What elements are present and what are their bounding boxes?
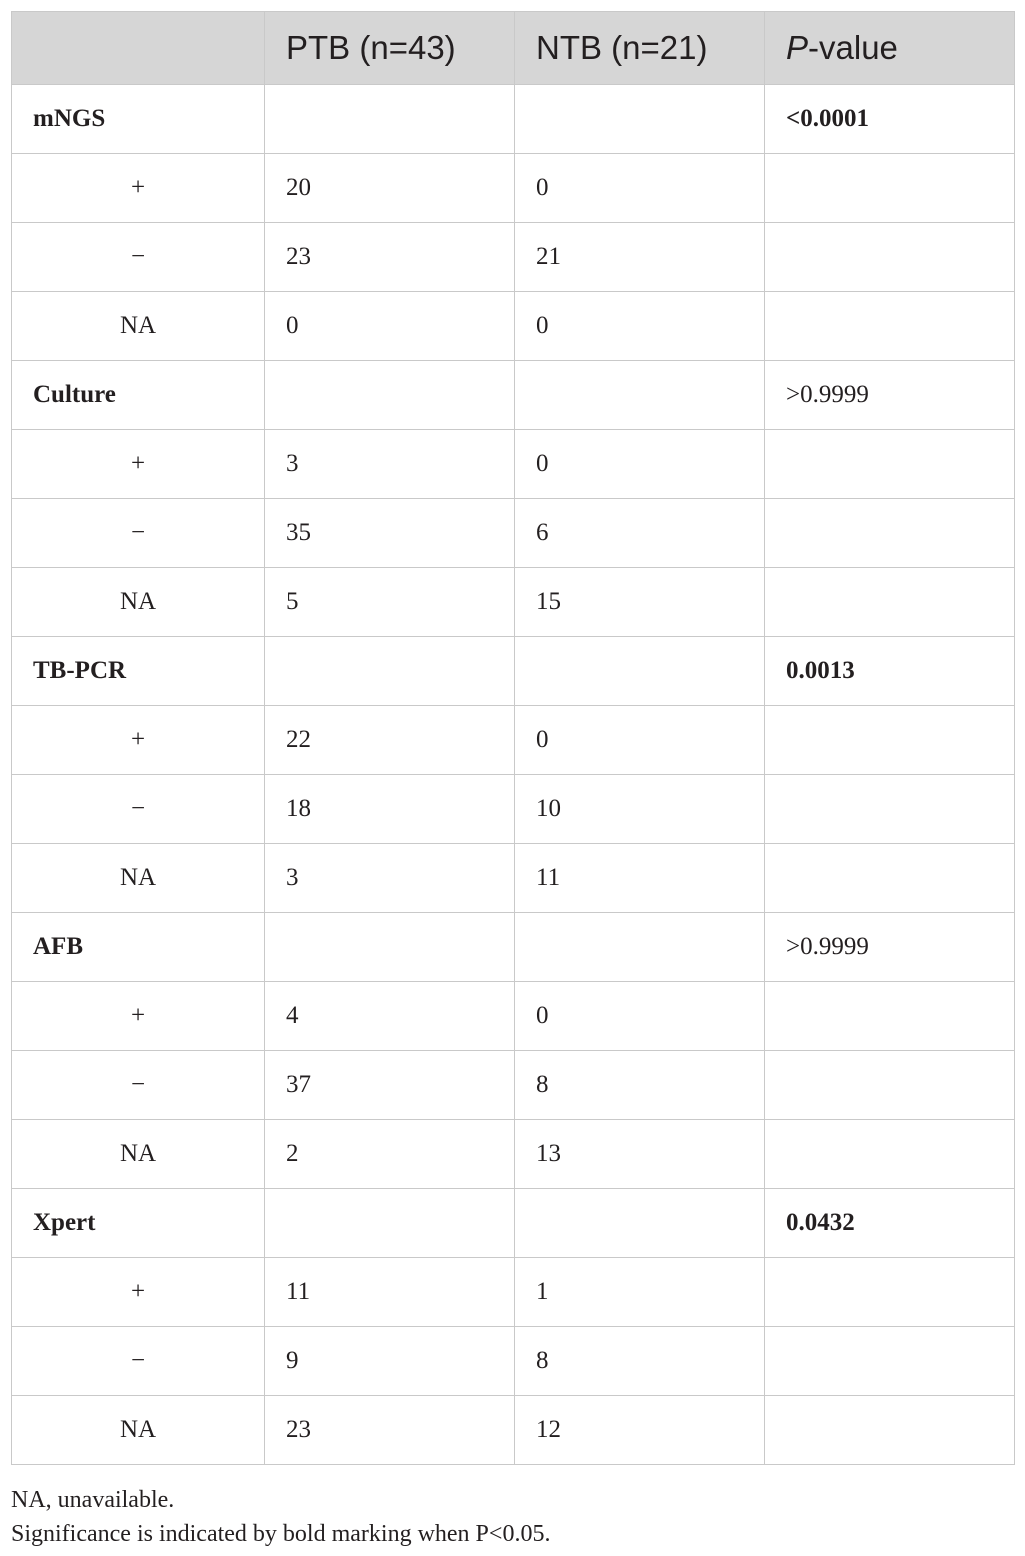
table-footnotes [11,1483,550,1551]
ntb-count: 0 [515,154,765,223]
ptb-cell-empty [265,913,515,982]
footnote-abbreviation: NA, unavailable. [11,1487,175,1513]
header-p-letter: P [786,29,809,66]
header-p-suffix: -value [808,29,898,66]
table-row [12,706,1015,775]
p-value-cell-empty [765,223,1015,292]
ntb-cell-empty [515,637,765,706]
table-row [12,568,1015,637]
ntb-cell-empty [515,913,765,982]
result-label: NA [12,1396,265,1465]
group-label: AFB [12,913,265,982]
ntb-count: 10 [515,775,765,844]
group-row-culture [12,361,1015,430]
table-row [12,292,1015,361]
ntb-count: 8 [515,1327,765,1396]
ptb-count: 9 [265,1327,515,1396]
result-label: − [12,1327,265,1396]
table-row [12,430,1015,499]
p-value-cell-empty [765,844,1015,913]
ntb-count: 1 [515,1258,765,1327]
ptb-count: 23 [265,223,515,292]
group-label: Culture [12,361,265,430]
group-row-mngs [12,85,1015,154]
ntb-count: 0 [515,292,765,361]
ptb-count: 0 [265,292,515,361]
p-value-cell-empty [765,775,1015,844]
result-label: NA [12,568,265,637]
result-label: NA [12,1120,265,1189]
header-p-value [765,12,1015,85]
result-label: + [12,982,265,1051]
table-row [12,1327,1015,1396]
p-value-cell-empty [765,1051,1015,1120]
p-value-cell-empty [765,1120,1015,1189]
ptb-count: 3 [265,844,515,913]
p-value-cell-empty [765,292,1015,361]
result-label: − [12,1051,265,1120]
ntb-count: 11 [515,844,765,913]
p-value-cell-empty [765,982,1015,1051]
p-value-cell-empty [765,1396,1015,1465]
ptb-count: 4 [265,982,515,1051]
ntb-count: 0 [515,706,765,775]
ptb-cell-empty [265,85,515,154]
result-label: + [12,1258,265,1327]
ptb-count: 3 [265,430,515,499]
ntb-count: 15 [515,568,765,637]
ptb-count: 35 [265,499,515,568]
p-value-cell-empty [765,706,1015,775]
p-value-cell: 0.0432 [765,1189,1015,1258]
ptb-cell-empty [265,1189,515,1258]
group-row-afb [12,913,1015,982]
results-table [11,11,1015,1465]
ptb-count: 20 [265,154,515,223]
ptb-count: 23 [265,1396,515,1465]
header-ntb: NTB (n=21) [515,12,765,85]
result-label: + [12,706,265,775]
header-row [12,12,1015,85]
ptb-count: 11 [265,1258,515,1327]
table-row [12,1258,1015,1327]
ptb-count: 18 [265,775,515,844]
ntb-cell-empty [515,361,765,430]
table-row [12,982,1015,1051]
ptb-count: 22 [265,706,515,775]
ntb-count: 0 [515,430,765,499]
result-label: − [12,223,265,292]
ntb-count: 8 [515,1051,765,1120]
result-label: NA [12,292,265,361]
p-value-cell-empty [765,430,1015,499]
ptb-count: 5 [265,568,515,637]
p-value-cell: <0.0001 [765,85,1015,154]
footnote-significance: Significance is indicated by bold marking when P<0.05. [11,1521,551,1547]
p-value-cell-empty [765,568,1015,637]
p-value-cell-empty [765,1327,1015,1396]
table-row [12,1120,1015,1189]
table-body [12,85,1015,1465]
group-row-tb-pcr [12,637,1015,706]
p-value-cell-empty [765,154,1015,223]
group-label: mNGS [12,85,265,154]
ntb-count: 0 [515,982,765,1051]
result-label: + [12,430,265,499]
table-row [12,499,1015,568]
results-table-container [11,11,1014,1465]
table-row [12,1396,1015,1465]
ptb-cell-empty [265,361,515,430]
p-value-cell: >0.9999 [765,913,1015,982]
group-row-xpert [12,1189,1015,1258]
table-row [12,154,1015,223]
ntb-count: 13 [515,1120,765,1189]
ntb-count: 21 [515,223,765,292]
table-row [12,775,1015,844]
ntb-cell-empty [515,85,765,154]
ntb-count: 12 [515,1396,765,1465]
table-row [12,223,1015,292]
group-label: Xpert [12,1189,265,1258]
header-test-column [12,12,265,85]
group-label: TB-PCR [12,637,265,706]
result-label: NA [12,844,265,913]
ptb-cell-empty [265,637,515,706]
ptb-count: 2 [265,1120,515,1189]
table-row [12,1051,1015,1120]
p-value-cell: >0.9999 [765,361,1015,430]
p-value-cell: 0.0013 [765,637,1015,706]
table-row [12,844,1015,913]
result-label: + [12,154,265,223]
ntb-cell-empty [515,1189,765,1258]
ptb-count: 37 [265,1051,515,1120]
p-value-cell-empty [765,499,1015,568]
p-value-cell-empty [765,1258,1015,1327]
ntb-count: 6 [515,499,765,568]
result-label: − [12,499,265,568]
result-label: − [12,775,265,844]
table-header [12,12,1015,85]
header-ptb: PTB (n=43) [265,12,515,85]
